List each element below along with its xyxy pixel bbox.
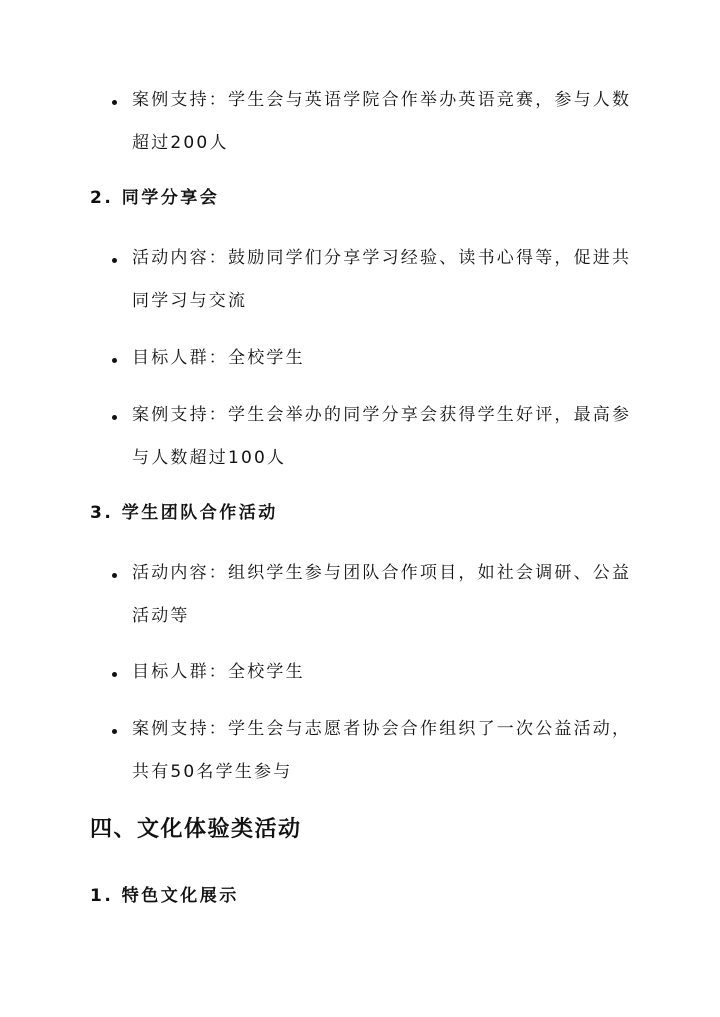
bullet-dot [112, 573, 117, 578]
section-heading: 1. 特色文化展示 [90, 886, 239, 906]
list-item-text: 共有50名学生参与 [132, 762, 293, 782]
list-item-text: 目标人群：全校学生 [132, 662, 305, 682]
list-item-text: 目标人群：全校学生 [132, 348, 305, 368]
list-item-text: 同学习与交流 [132, 291, 248, 311]
section-heading: 3. 学生团队合作活动 [90, 503, 278, 523]
list-item-text: 案例支持：学生会与英语学院合作举办英语竞赛，参与人数 [132, 90, 632, 110]
bullet-dot [112, 100, 117, 105]
bullet-dot [112, 415, 117, 420]
chapter-heading: 四、文化体验类活动 [90, 817, 302, 842]
bullet-dot [112, 258, 117, 263]
list-item-text: 活动内容：组织学生参与团队合作项目，如社会调研、公益 [132, 563, 632, 583]
bullet-dot [112, 729, 117, 734]
section-heading: 2. 同学分享会 [90, 188, 220, 208]
list-item-text: 活动等 [132, 606, 190, 626]
bullet-dot [112, 672, 117, 677]
list-item-text: 与人数超过100人 [132, 448, 287, 468]
list-item-text: 活动内容：鼓励同学们分享学习经验、读书心得等，促进共 [132, 248, 632, 268]
list-item-text: 案例支持：学生会与志愿者协会合作组织了一次公益活动， [132, 719, 632, 739]
list-item-text: 超过200人 [132, 133, 229, 153]
bullet-dot [112, 358, 117, 363]
list-item-text: 案例支持：学生会举办的同学分享会获得学生好评，最高参 [132, 405, 632, 425]
